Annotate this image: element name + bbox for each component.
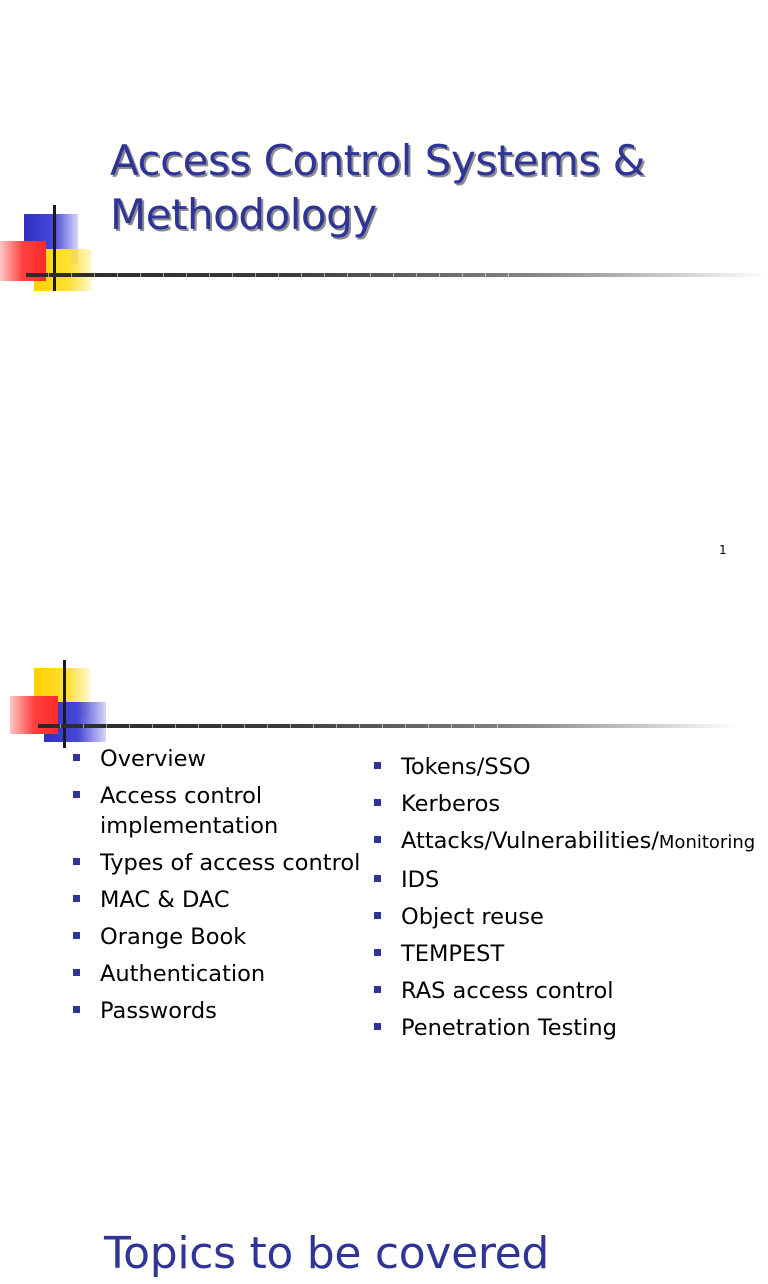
list-item-label: Passwords xyxy=(100,998,217,1024)
list-item-label: RAS access control xyxy=(401,978,614,1004)
list-item-label: Types of access control xyxy=(100,850,361,876)
list-item-label: IDS xyxy=(401,867,440,893)
slide-title-line2: Methodology xyxy=(110,190,377,239)
slide-title xyxy=(110,134,750,242)
page-number: 1 xyxy=(719,543,727,557)
list-item xyxy=(374,1013,768,1043)
square-bullet-icon xyxy=(73,858,80,865)
topics-list-left xyxy=(73,744,363,1033)
square-bullet-icon xyxy=(73,754,80,761)
title-underline-ticks xyxy=(26,273,526,277)
list-item-label: MAC & DAC xyxy=(100,887,230,913)
title-underline-ticks xyxy=(38,724,498,728)
square-bullet-icon xyxy=(374,949,381,956)
list-item-label: Access control implementation xyxy=(100,783,279,839)
corner-decoration xyxy=(0,205,100,295)
list-item xyxy=(73,996,363,1026)
corner-decoration xyxy=(0,660,110,750)
vertical-line xyxy=(53,205,56,291)
topics-list-right xyxy=(374,752,768,1050)
list-item-label: Object reuse xyxy=(401,904,544,930)
title-slide xyxy=(0,0,768,576)
square-bullet-icon xyxy=(73,895,80,902)
list-item xyxy=(73,781,363,841)
list-item xyxy=(374,939,768,969)
list-item-suffix: Monitoring xyxy=(658,832,756,853)
list-item xyxy=(374,789,768,819)
list-item-label: Kerberos xyxy=(401,791,501,817)
vertical-line xyxy=(63,660,66,748)
square-bullet-icon xyxy=(374,875,381,882)
red-square xyxy=(10,696,58,734)
square-bullet-icon xyxy=(374,1023,381,1030)
list-item xyxy=(374,752,768,782)
list-item xyxy=(73,959,363,989)
square-bullet-icon xyxy=(374,986,381,993)
square-bullet-icon xyxy=(374,799,381,806)
list-item xyxy=(73,744,363,774)
list-item-label: Tokens/SSO xyxy=(401,754,531,780)
square-bullet-icon xyxy=(73,791,80,798)
list-item-label: Attacks/Vulnerabilities/ xyxy=(401,828,659,854)
list-item-label: Authentication xyxy=(100,961,266,987)
slide-title: Topics to be covered xyxy=(104,1228,550,1279)
list-item-label: TEMPEST xyxy=(401,941,505,967)
square-bullet-icon xyxy=(73,969,80,976)
list-item xyxy=(73,922,363,952)
list-item-label: Overview xyxy=(100,746,206,772)
square-bullet-icon xyxy=(374,762,381,769)
square-bullet-icon xyxy=(73,1006,80,1013)
square-bullet-icon xyxy=(374,912,381,919)
slide-title-line1: Access Control Systems & xyxy=(110,136,645,185)
list-item xyxy=(73,848,363,878)
list-item xyxy=(374,865,768,895)
list-item xyxy=(73,885,363,915)
square-bullet-icon xyxy=(73,932,80,939)
list-item-label: Penetration Testing xyxy=(401,1015,617,1041)
list-item xyxy=(374,976,768,1006)
list-item xyxy=(374,902,768,932)
list-item xyxy=(374,826,768,858)
list-item-label: Orange Book xyxy=(100,924,247,950)
square-bullet-icon xyxy=(374,836,381,843)
